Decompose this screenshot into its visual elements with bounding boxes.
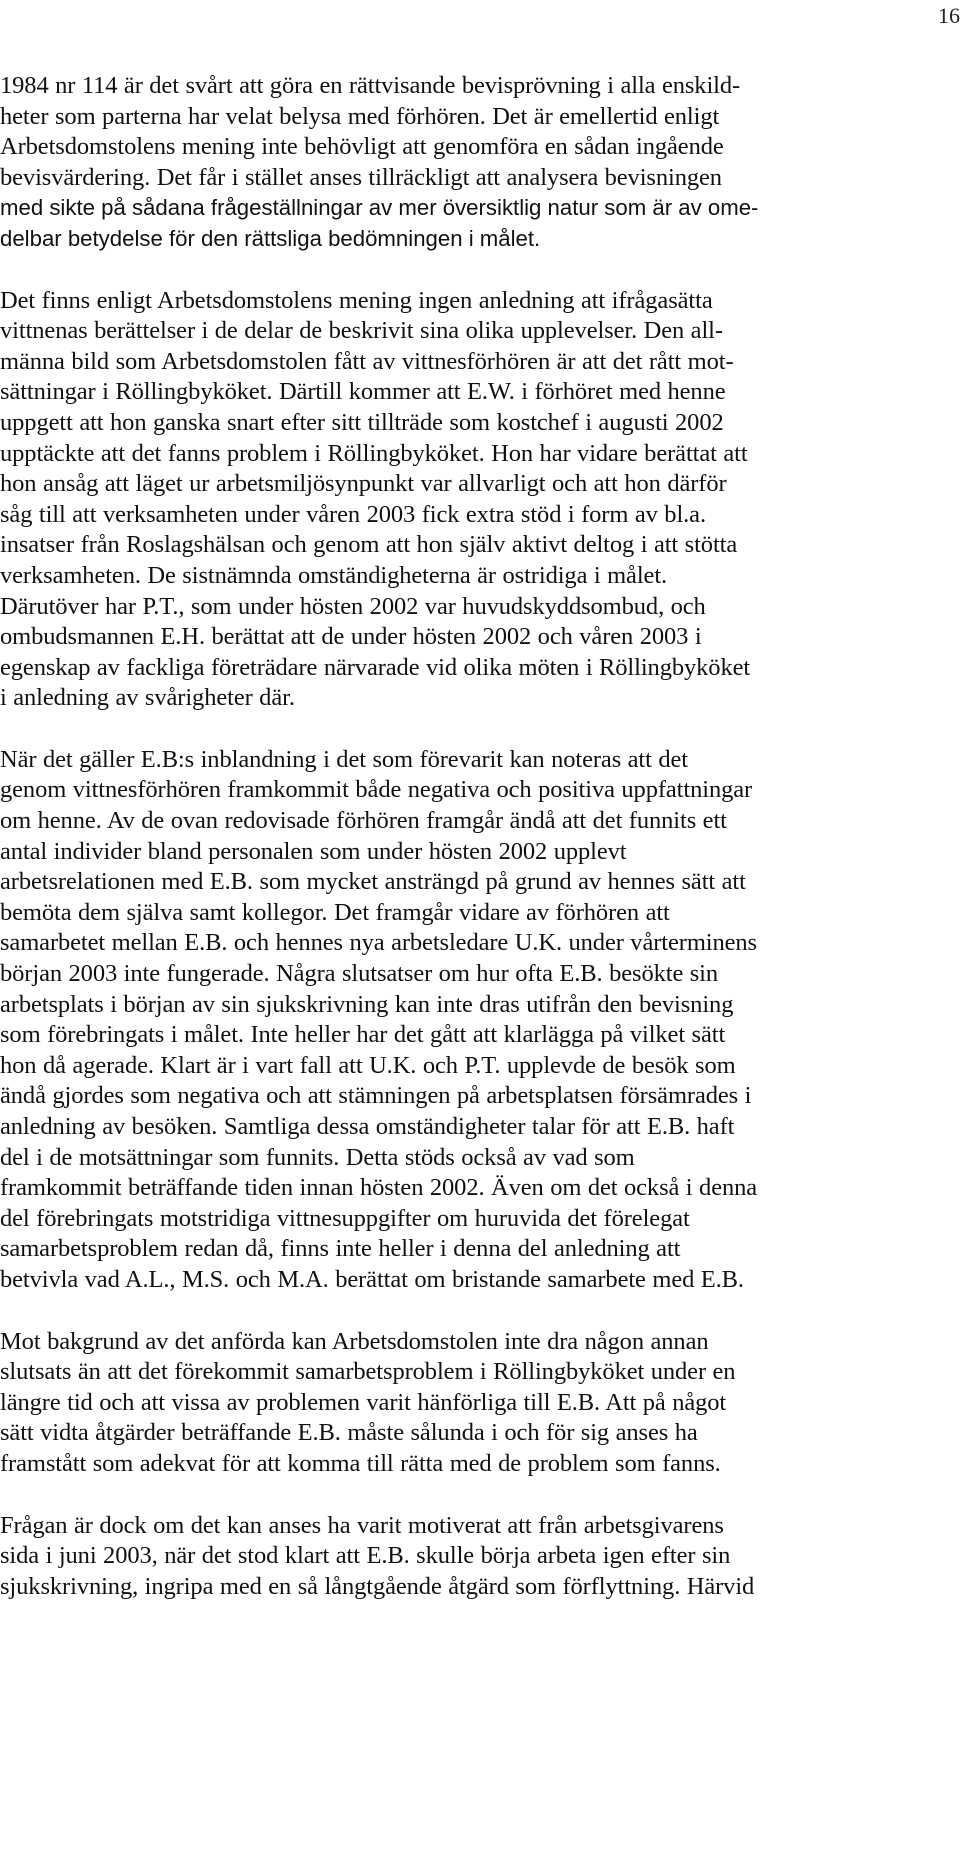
text-line: genom vittnesförhören framkommit både negativa och positiva uppfattningar bbox=[0, 776, 753, 804]
paragraph bbox=[0, 745, 960, 1296]
text-line: Det finns enligt Arbetsdomstolens mening ingen anledning att ifrågasätta bbox=[0, 286, 713, 314]
text-line: sjukskrivning, ingripa med en så långtgående åtgärd som förflyttning. Härvid bbox=[0, 1572, 755, 1600]
text-line: början 2003 inte fungerade. Några slutsatser om hur ofta E.B. besökte sin bbox=[0, 960, 719, 988]
text-line: hon ansåg att läget ur arbetsmiljösynpunkt var allvarligt och att hon därför bbox=[0, 470, 727, 498]
text-line: ändå gjordes som negativa och att stämningen på arbetsplatsen försämrades i bbox=[0, 1082, 752, 1110]
text-line: med sikte på sådana frågeställningar av mer översiktlig natur som är av ome- bbox=[0, 195, 759, 221]
text-line: bemöta dem själva samt kollegor. Det framgår vidare av förhören att bbox=[0, 898, 670, 926]
text-line: 1984 nr 114 är det svårt att göra en rättvisande bevisprövning i alla enskild- bbox=[0, 72, 741, 99]
text-line: Frågan är dock om det kan anses ha varit motiverat att från arbetsgivarens bbox=[0, 1511, 724, 1539]
text-line: om henne. Av de ovan redovisade förhören framgår ändå att det funnits ett bbox=[0, 807, 727, 835]
text-line: ombudsmannen E.H. berättat att de under hösten 2002 och våren 2003 i bbox=[0, 623, 702, 651]
paragraph bbox=[0, 1327, 960, 1480]
text-line: uppgett att hon ganska snart efter sitt tillträde som kostchef i augusti 2002 bbox=[0, 408, 724, 436]
text-line: upptäckte att det fanns problem i Röllingbyköket. Hon har vidare berättat att bbox=[0, 439, 748, 467]
text-line: sätt vidta åtgärder beträffande E.B. måste sålunda i och för sig anses ha bbox=[0, 1419, 698, 1447]
text-line: framstått som adekvat för att komma till rätta med de problem som fanns. bbox=[0, 1449, 721, 1477]
text-line: såg till att verksamheten under våren 2003 fick extra stöd i form av bl.a. bbox=[0, 500, 706, 528]
text-line: Arbetsdomstolens mening inte behövligt att genomföra en sådan ingående bbox=[0, 133, 724, 161]
text-line: betvivla vad A.L., M.S. och M.A. berättat om bristande samarbete med E.B. bbox=[0, 1265, 744, 1293]
text-line: heter som parterna har velat belysa med förhören. Det är emellertid enligt bbox=[0, 102, 720, 130]
text-line: del i de motsättningar som funnits. Detta stöds också av vad som bbox=[0, 1143, 635, 1171]
paragraph bbox=[0, 71, 960, 255]
text-line: del förebringats motstridiga vittnesuppgifter om huruvida det förelegat bbox=[0, 1204, 690, 1232]
text-line: antal individer bland personalen som under hösten 2002 upplevt bbox=[0, 837, 627, 865]
text-line: samarbetet mellan E.B. och hennes nya arbetsledare U.K. under vårterminens bbox=[0, 929, 757, 957]
text-line: i anledning av svårigheter där. bbox=[0, 684, 295, 712]
text-line: insatser från Roslagshälsan och genom att hon själv aktivt deltog i att stötta bbox=[0, 531, 738, 559]
text-line: sida i juni 2003, när det stod klart att E.B. skulle börja arbeta igen efter sin bbox=[0, 1542, 731, 1570]
text-line: anledning av besöken. Samtliga dessa omständigheter talar för att E.B. haft bbox=[0, 1113, 735, 1140]
text-line: vittnenas berättelser i de delar de beskrivit sina olika upplevelser. Den all- bbox=[0, 317, 723, 345]
text-line: som förebringats i målet. Inte heller har det gått att klarlägga på vilket sätt bbox=[0, 1021, 726, 1049]
paragraph bbox=[0, 286, 960, 714]
paragraph bbox=[0, 1511, 960, 1603]
text-line: arbetsrelationen med E.B. som mycket ansträngd på grund av hennes sätt att bbox=[0, 868, 746, 896]
body-text bbox=[0, 71, 960, 1633]
text-line: framkommit beträffande tiden innan hösten 2002. Även om det också i denna bbox=[0, 1174, 758, 1202]
text-line: bevisvärdering. Det får i stället anses tillräckligt att analysera bevisningen bbox=[0, 163, 722, 191]
text-line: sättningar i Röllingbyköket. Därtill kommer att E.W. i förhöret med henne bbox=[0, 378, 726, 406]
text-line: hon då agerade. Klart är i vart fall att U.K. och P.T. upplevde de besök som bbox=[0, 1051, 736, 1079]
text-line: När det gäller E.B:s inblandning i det som förevarit kan noteras att det bbox=[0, 745, 689, 773]
text-line: längre tid och att vissa av problemen varit hänförliga till E.B. Att på något bbox=[0, 1388, 727, 1416]
text-line: egenskap av fackliga företrädare närvarade vid olika möten i Röllingbyköket bbox=[0, 653, 751, 681]
text-line: slutsats än att det förekommit samarbetsproblem i Röllingbyköket under en bbox=[0, 1358, 736, 1386]
page-number: 16 bbox=[938, 3, 960, 28]
text-line: samarbetsproblem redan då, finns inte heller i denna del anledning att bbox=[0, 1235, 681, 1263]
text-line: verksamheten. De sistnämnda omständigheterna är ostridiga i målet. bbox=[0, 561, 668, 589]
text-line: männa bild som Arbetsdomstolen fått av vittnesförhören är att det rått mot- bbox=[0, 347, 734, 375]
text-line: Därutöver har P.T., som under hösten 2002 var huvudskyddsombud, och bbox=[0, 592, 706, 620]
text-line: arbetsplats i början av sin sjukskrivning kan inte dras utifrån den bevisning bbox=[0, 990, 734, 1018]
text-line: delbar betydelse för den rättsliga bedömningen i målet. bbox=[0, 225, 541, 251]
text-line: Mot bakgrund av det anförda kan Arbetsdomstolen inte dra någon annan bbox=[0, 1327, 709, 1355]
